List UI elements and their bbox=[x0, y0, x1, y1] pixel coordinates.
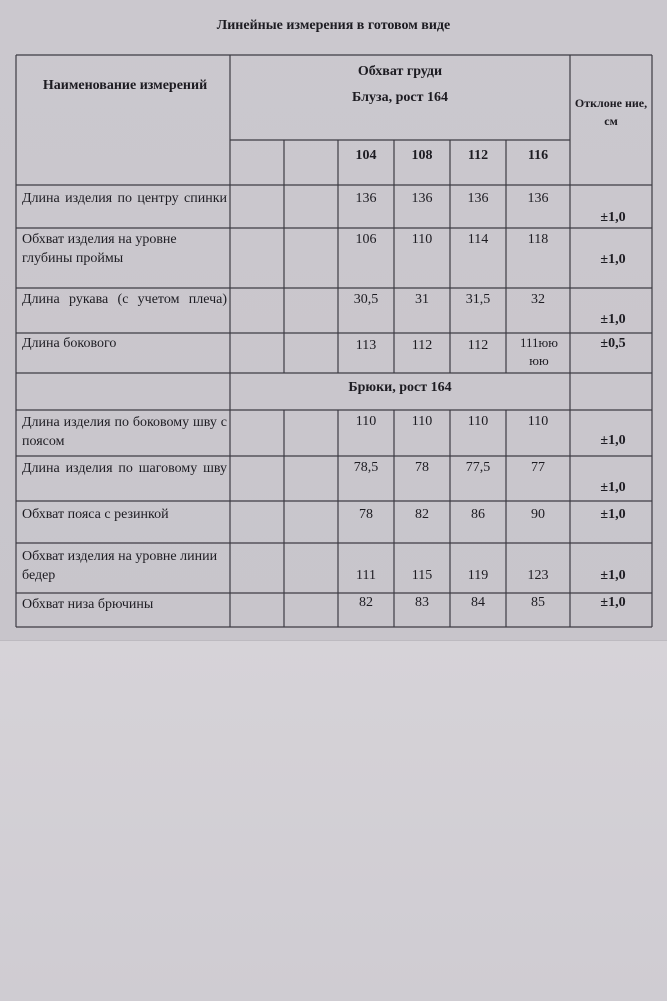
trousers-section-title: Брюки, рост 164 bbox=[348, 380, 452, 395]
row-value: 110 bbox=[411, 232, 433, 247]
row-value: 115 bbox=[411, 568, 433, 583]
row-value: 112 bbox=[411, 338, 433, 353]
row-value: 78 bbox=[415, 460, 429, 475]
row-label: Обхват низа брючины bbox=[22, 597, 154, 612]
page-title: Линейные измерения в готовом виде bbox=[216, 18, 451, 33]
row-value: 113 bbox=[355, 338, 377, 353]
row-value: 83 bbox=[415, 595, 429, 610]
row-value: 118 bbox=[527, 232, 549, 247]
row-value: 90 bbox=[531, 507, 545, 522]
row-value: 110 bbox=[355, 414, 377, 429]
row-value: 30,5 bbox=[353, 292, 379, 307]
row-value: 31 bbox=[415, 292, 429, 307]
row-value: 111 bbox=[356, 568, 376, 583]
size-108: 108 bbox=[411, 148, 433, 163]
row-value: 82 bbox=[359, 595, 373, 610]
row-value: 110 bbox=[411, 414, 433, 429]
row-value: 110 bbox=[467, 414, 489, 429]
row-value: 119 bbox=[467, 568, 489, 583]
row-value: 77 bbox=[531, 460, 545, 475]
row-deviation: ±1,0 bbox=[600, 595, 626, 610]
row-label: Длина изделия по шаговому шву bbox=[22, 461, 227, 476]
chest-header: Обхват груди bbox=[357, 64, 443, 79]
row-value: 112 bbox=[467, 338, 489, 353]
row-value: 114 bbox=[467, 232, 489, 247]
row-value: 78,5 bbox=[353, 460, 379, 475]
paper-lower-fold bbox=[0, 640, 667, 1001]
row-deviation: ±0,5 bbox=[600, 336, 626, 351]
row-label: Длина бокового bbox=[22, 336, 117, 351]
row-deviation: ±1,0 bbox=[600, 433, 626, 448]
deviation-column-header: Отклоне ние, см bbox=[574, 96, 648, 128]
row-value: 85 bbox=[531, 595, 545, 610]
row-label: Длина изделия по центру спинки bbox=[22, 191, 227, 206]
row-deviation: ±1,0 bbox=[600, 480, 626, 495]
row-value: 136 bbox=[411, 191, 433, 206]
size-104: 104 bbox=[355, 148, 377, 163]
size-116: 116 bbox=[527, 148, 549, 163]
row-value: 111юю юю bbox=[520, 335, 558, 368]
row-value: 110 bbox=[527, 414, 549, 429]
row-label: Обхват пояса с резинкой bbox=[22, 507, 169, 522]
row-value: 78 bbox=[359, 507, 373, 522]
row-deviation: ±1,0 bbox=[600, 568, 626, 583]
row-value: 84 bbox=[471, 595, 485, 610]
row-deviation: ±1,0 bbox=[600, 507, 626, 522]
row-deviation: ±1,0 bbox=[600, 252, 626, 267]
size-112: 112 bbox=[467, 148, 489, 163]
row-value: 31,5 bbox=[465, 292, 491, 307]
name-column-header: Наименование измерений bbox=[42, 78, 208, 93]
row-value: 77,5 bbox=[465, 460, 491, 475]
row-value: 106 bbox=[355, 232, 377, 247]
row-label: Длина изделия по боковому шву с поясом bbox=[22, 415, 227, 449]
row-value: 86 bbox=[471, 507, 485, 522]
row-value: 136 bbox=[355, 191, 377, 206]
row-label: Длина рукава (с учетом плеча) bbox=[22, 292, 227, 307]
row-value: 82 bbox=[415, 507, 429, 522]
row-value: 136 bbox=[467, 191, 489, 206]
row-value: 136 bbox=[527, 191, 549, 206]
row-label: Обхват изделия на уровне глубины проймы bbox=[22, 232, 177, 266]
row-deviation: ±1,0 bbox=[600, 210, 626, 225]
row-deviation: ±1,0 bbox=[600, 312, 626, 327]
row-value: 123 bbox=[527, 568, 549, 583]
row-label: Обхват изделия на уровне линии бедер bbox=[22, 549, 218, 583]
row-value: 32 bbox=[531, 292, 545, 307]
blouse-section-title: Блуза, рост 164 bbox=[352, 90, 448, 105]
